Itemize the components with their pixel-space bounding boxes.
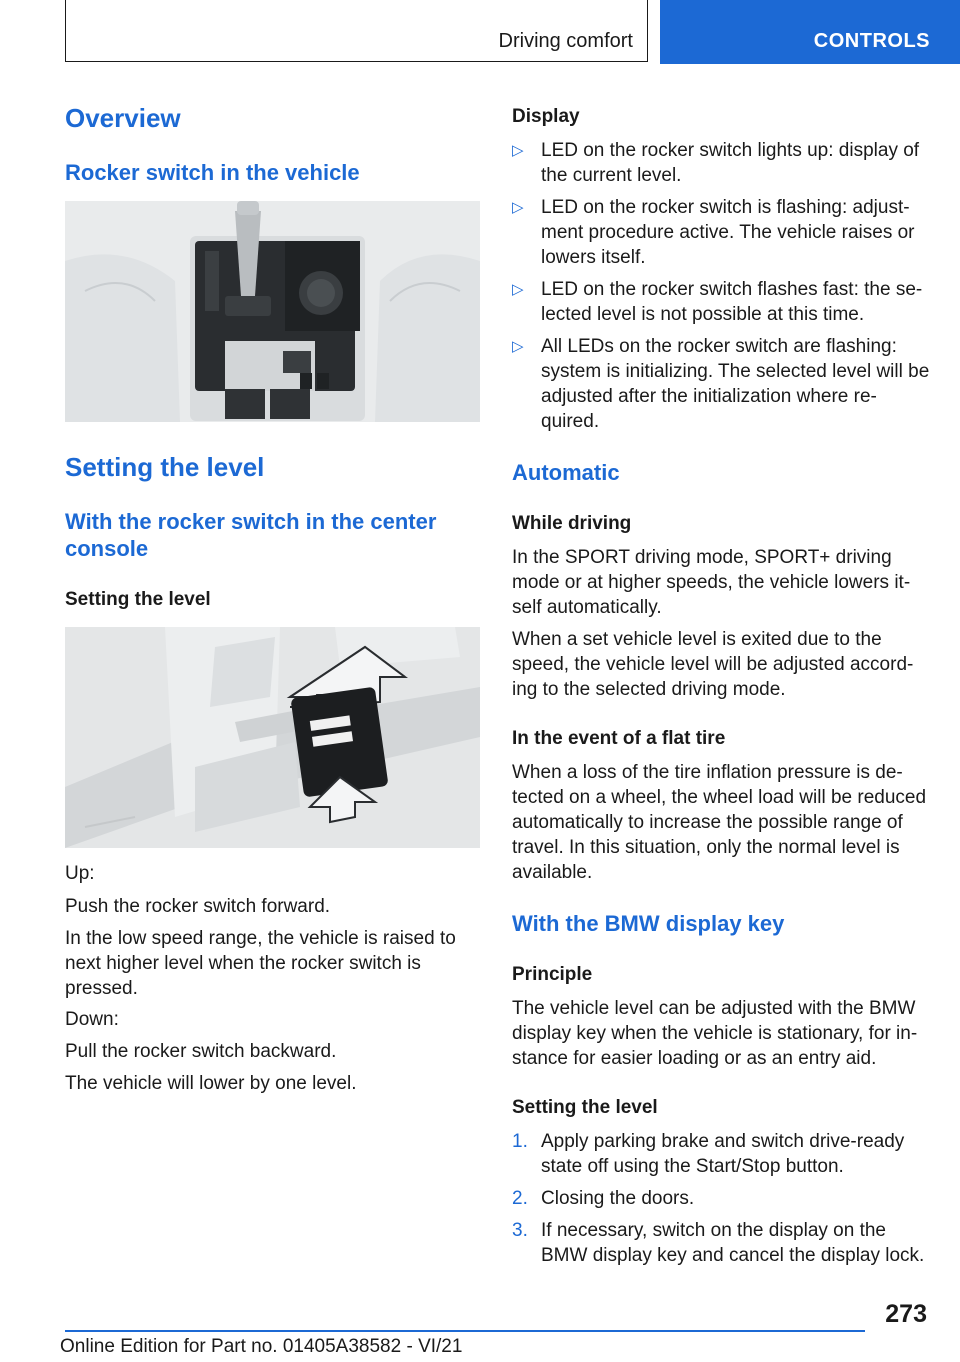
paragraph-low-speed: In the low speed range, the vehicle is raised to next higher level when the rocker switch is pressed.	[65, 928, 456, 999]
header-section-title: Driving comfort	[498, 30, 633, 52]
subheading-principle: Principle	[512, 964, 593, 985]
list-item-text: LED on the rocker switch lights up: display of the current level.	[541, 140, 920, 186]
paragraph-exited-level: When a set vehicle level is exited due to the speed, the vehicle level will be adjusted accord‐ing to the selected driving mode.	[512, 629, 914, 700]
footer-divider	[65, 1330, 865, 1332]
list-item-text: LED on the rocker switch is flashing: adjust‐ment procedure active. The vehicle raises or lowers itself.	[541, 197, 915, 268]
heading-automatic: Automatic	[512, 460, 620, 485]
subheading-display: Display	[512, 106, 580, 127]
heading-overview: Overview	[65, 103, 181, 133]
paragraph-lower-one-level: The vehicle will lower by one level.	[65, 1073, 357, 1094]
paragraph-principle: The vehicle level can be adjusted with the BMW display key when the vehicle is stationary, for in‐stance for easier loading or as an entry aid.	[512, 998, 918, 1069]
paragraph-push-forward: Push the rocker switch forward.	[65, 896, 331, 917]
list-item-text: All LEDs on the rocker switch are flashing: system is initializing. The selected level will be adjusted after the initialization where re‐quired.	[541, 336, 930, 432]
header-frame	[65, 0, 648, 62]
rocker-switch-image	[65, 627, 480, 848]
step-text: Closing the doors.	[541, 1188, 695, 1209]
center-console-image	[65, 201, 480, 422]
subheading-while-driving: While driving	[512, 513, 632, 534]
heading-bmw-display-key: With the BMW display key	[512, 911, 785, 936]
page-number: 273	[885, 1300, 927, 1328]
center-console-illustration	[65, 201, 480, 422]
chapter-tab[interactable]	[660, 0, 960, 64]
triangle-right-icon: ▷	[512, 199, 524, 216]
subheading-setting-level-key: Setting the level	[512, 1097, 658, 1118]
step-number: 1.	[512, 1131, 528, 1152]
heading-setting-level: Setting the level	[65, 452, 265, 482]
step-text: Apply parking brake and switch drive-ready state off using the Start/Stop button.	[541, 1131, 905, 1177]
footer-edition-text: Online Edition for Part no. 01405A38582 - VI/21	[60, 1336, 463, 1357]
triangle-right-icon: ▷	[512, 281, 524, 298]
paragraph-flat-tire: When a loss of the tire inflation pressure is de‐tected on a wheel, the wheel load will be reduced automatically to increase the possible range of travel. In this situation, only the normal level is available.	[512, 762, 927, 883]
heading-rocker-switch: Rocker switch in the vehicle	[65, 160, 360, 185]
step-number: 3.	[512, 1220, 528, 1241]
step-number: 2.	[512, 1188, 528, 1209]
triangle-right-icon: ▷	[512, 142, 524, 159]
step-text: If necessary, switch on the display on the BMW display key and cancel the display lock.	[541, 1220, 925, 1266]
triangle-right-icon: ▷	[512, 338, 524, 355]
paragraph-driving-mode: In the SPORT driving mode, SPORT+ driving mode or at higher speeds, the vehicle lowers it‐self automatically.	[512, 547, 911, 618]
subheading-flat-tire: In the event of a flat tire	[512, 728, 726, 749]
rocker-switch-illustration	[65, 627, 480, 848]
heading-with-rocker-switch: With the rocker switch in the center console	[65, 509, 437, 561]
paragraph-up-label: Up:	[65, 863, 95, 884]
chapter-title: CONTROLS	[813, 30, 930, 52]
list-item-text: LED on the rocker switch flashes fast: the se‐lected level is not possible at this time.	[541, 279, 923, 325]
paragraph-down-label: Down:	[65, 1009, 119, 1030]
subheading-setting-level: Setting the level	[65, 589, 211, 610]
paragraph-pull-backward: Pull the rocker switch backward.	[65, 1041, 337, 1062]
